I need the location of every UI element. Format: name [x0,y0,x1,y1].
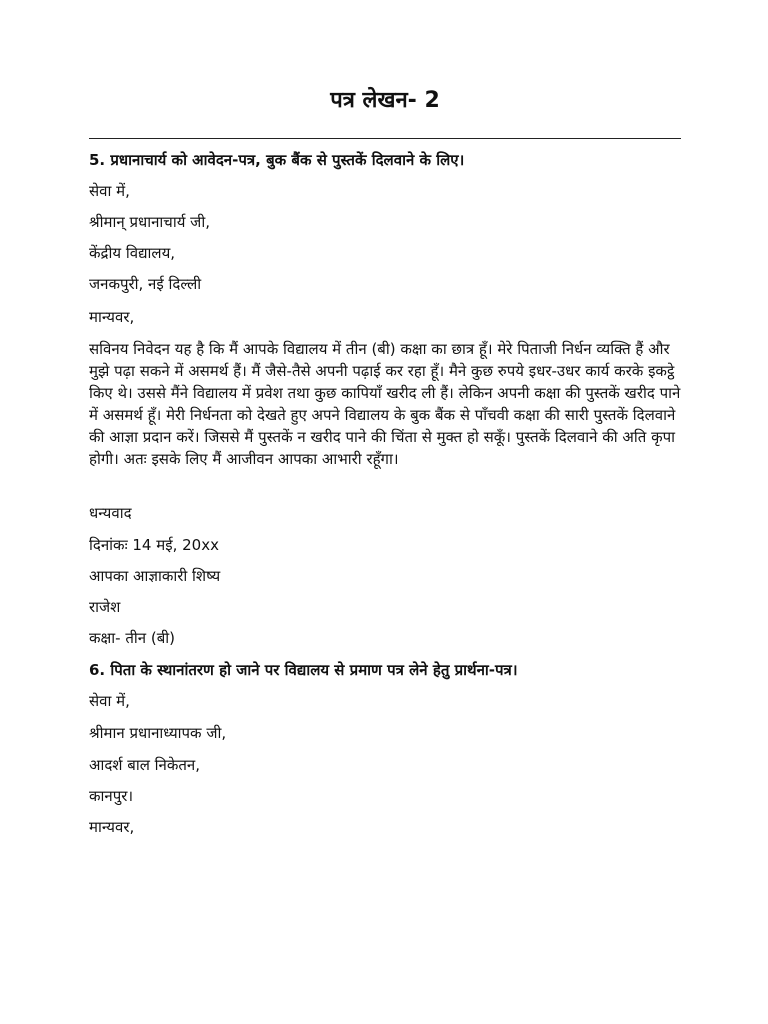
letter6-school: आदर्श बाल निकेतन, [89,756,201,774]
letter5-thanks: धन्यवाद [89,504,132,522]
letter5-body: सविनय निवेदन यह है कि मैं आपके विद्यालय में तीन (बी) कक्षा का छात्र हूँ। मेरे पिताजी निर्धन व्यक्ति हैं और मुझे पढ़ा सकने में असमर्थ हैं। मैं जैसे-तैसे अपनी पढ़ाई कर रहा हूँ। मैने कुछ रुपये इधर-उधर कार्य करके इकट्ठे किए थे। उससे मैंने विद्यालय में प्रवेश तथा कुछ कापियाँ खरीद ली हैं। लेकिन अपनी कक्षा की पुस्तकें खरीद पाने में असमर्थ हूँ। मेरी निर्धनता को देखते हुए अपने विद्यालय के बुक बैंक से पाँचवी कक्षा की सारी पुस्तकें दिलवाने की आज्ञा प्रदान करें। जिससे मैं पुस्तकें न खरीद पाने की चिंता से मुक्त हो सकूँ। पुस्तकें दिलवाने की अति कृपा होगी। अतः इसके लिए मैं आजीवन आपका आभारी रहूँगा। [89,340,681,468]
letter5-class: कक्षा- तीन (बी) [89,629,176,647]
letter5-closing: आपका आज्ञाकारी शिष्य [89,567,221,585]
letter6-salutation-to: सेवा में, [89,692,130,710]
letter5-salutation-to: सेवा में, [89,182,130,200]
letter5-greeting: मान्यवर, [89,308,135,326]
letter6-heading: 6. पिता के स्थानांतरण हो जाने पर विद्यालय से प्रमाण पत्र लेने हेतु प्रार्थना-पत्र। [89,661,518,679]
title-divider [89,138,681,139]
letter5-school: केंद्रीय विद्यालय, [89,244,176,262]
letter5-date: दिनांकः 14 मई, 20xx [89,536,219,554]
letter5-address: जनकपुरी, नई दिल्ली [89,275,202,293]
letter5-name: राजेश [89,598,121,616]
page-title: पत्र लेखन- 2 [330,88,440,113]
letter5-heading: 5. प्रधानाचार्य को आवेदन-पत्र, बुक बैंक से पुस्तकें दिलवाने के लिए। [89,151,465,169]
letter5-recipient: श्रीमान् प्रधानाचार्य जी, [89,213,210,231]
letter6-greeting: मान्यवर, [89,818,135,836]
letter6-city: कानपुर। [89,787,134,805]
letter6-recipient: श्रीमान प्रधानाध्यापक जी, [89,724,227,742]
